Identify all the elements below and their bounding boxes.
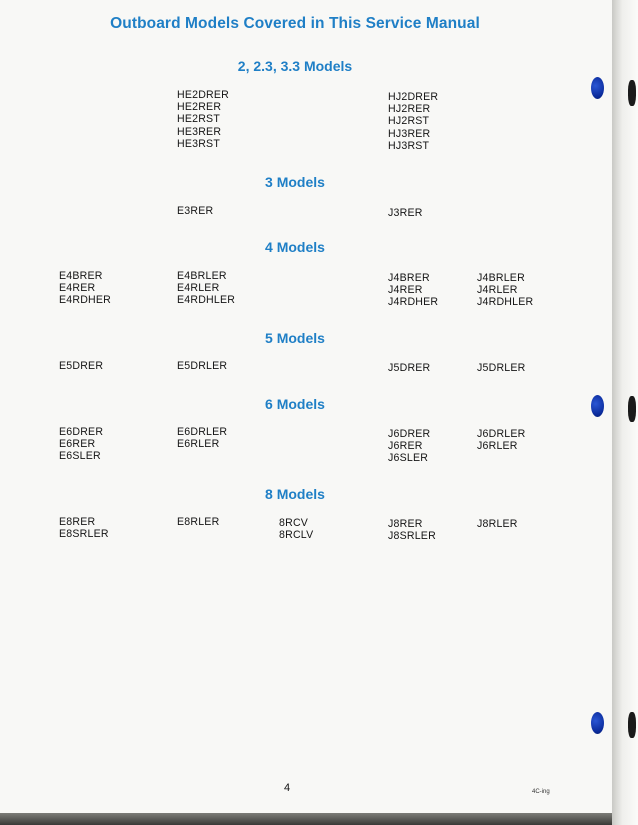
model-list [59,270,111,307]
section-heading: 6 Models [265,396,325,412]
model-list [388,207,423,219]
binder-tab [628,396,636,422]
model-code: J8SRLER [388,530,436,543]
section-heading: 4 Models [265,239,325,255]
model-code: HJ2RST [388,115,430,128]
model-code: E4RER [59,282,96,295]
model-code: HE2DRER [177,89,230,101]
footer-code: 4C-ing [532,789,550,795]
model-list [388,428,430,465]
model-list [177,89,229,150]
section-heading: 5 Models [265,330,325,346]
model-code: E6DRER [59,426,104,438]
model-code: J5DRLER [477,362,526,374]
model-code: J4RDHER [388,296,439,309]
model-code: 8RCV [279,517,309,529]
model-code: J4BRER [388,272,430,284]
model-code: HE2RER [177,101,222,114]
model-list [388,272,438,309]
model-list [177,205,213,217]
binder-hole-bottom [591,712,604,734]
model-code: J6DRER [388,428,431,440]
model-code: E4BRER [59,270,103,282]
model-list [59,360,103,372]
model-code: J8RLER [477,518,518,530]
binder-hole-middle [591,395,604,417]
model-code: J6DRLER [477,428,526,440]
model-code: HJ2DRER [388,91,439,103]
model-code: E3RER [177,205,214,217]
model-code: E6RER [59,438,96,451]
model-code: HJ2RER [388,103,431,116]
model-code: J4RDHLER [477,296,534,309]
model-list [477,362,526,374]
model-list [177,426,227,450]
model-code: E4RDHER [59,294,112,307]
model-list [388,518,436,542]
model-list [388,362,430,374]
model-list [477,518,518,530]
page-title: Outboard Models Covered in This Service Manual [110,15,480,32]
scan-bottom-edge [0,813,612,825]
model-list [388,91,438,152]
model-code: J6SLER [388,452,429,465]
model-code: E6DRLER [177,426,228,438]
model-code: J6RLER [477,440,518,453]
model-list [177,360,227,372]
model-code: J4RER [388,284,423,297]
model-code: E5DRER [59,360,104,372]
binder-tab [628,712,636,738]
model-code: E8SRLER [59,528,109,541]
section-heading: 8 Models [265,486,325,502]
model-list [177,516,219,528]
model-code: HE3RST [177,137,220,150]
model-code: J3RER [388,207,423,219]
section-heading: 2, 2.3, 3.3 Models [237,58,353,74]
model-code: J5DRER [388,362,431,374]
model-code: E8RER [59,516,96,528]
model-code: HJ3RER [388,127,431,140]
model-code: HE3RER [177,125,222,138]
model-code: J4RLER [477,284,518,297]
model-list [279,517,313,541]
page-number: 4 [284,782,291,794]
model-code: E8RLER [177,516,220,528]
model-code: J4BRLER [477,272,525,284]
model-list [477,272,533,309]
binder-hole-top [591,77,604,99]
model-code: E6SLER [59,450,101,463]
model-code: J8RER [388,518,423,530]
model-code: E4RLER [177,282,220,295]
model-code: HE2RST [177,113,220,126]
model-code: E4RDHLER [177,294,236,307]
binder-tab [628,80,636,106]
model-code: 8RCLV [279,529,314,542]
model-code: HJ3RST [388,139,430,152]
model-code: E4BRLER [177,270,227,282]
model-list [177,270,235,307]
model-list [59,426,103,463]
model-code: E5DRLER [177,360,228,372]
model-code: J6RER [388,440,423,453]
section-heading: 3 Models [265,174,325,190]
model-code: E6RLER [177,438,220,451]
model-list [59,516,109,540]
model-list [477,428,526,452]
